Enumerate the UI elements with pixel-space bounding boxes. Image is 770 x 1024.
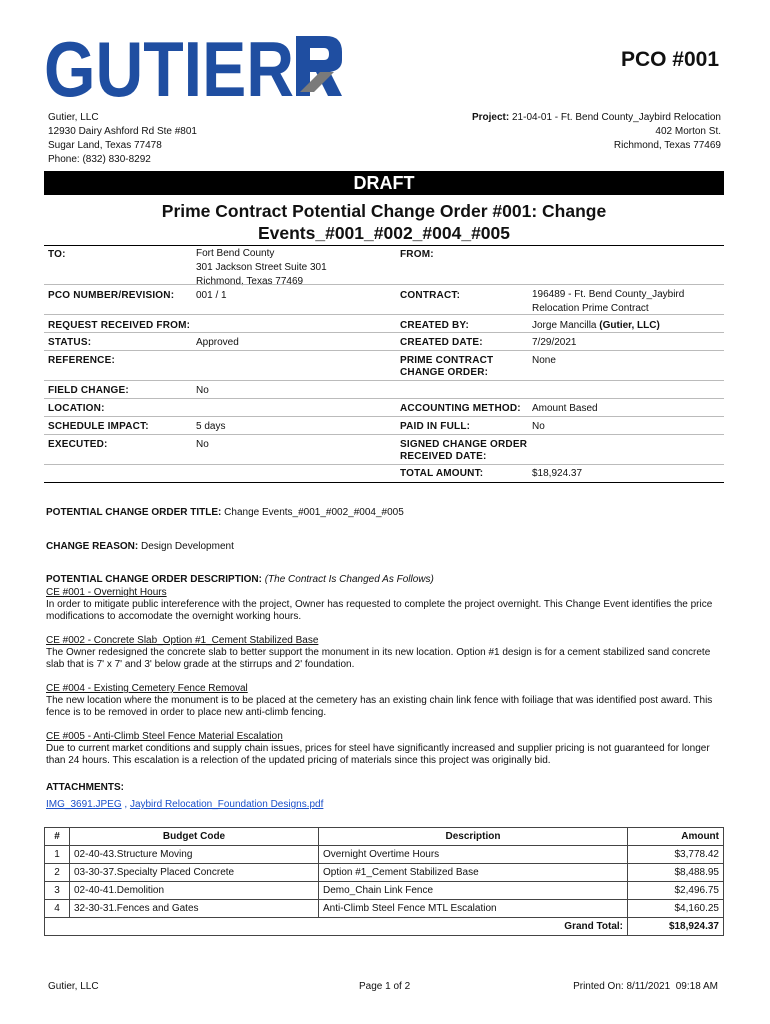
created-date-value: 7/29/2021 bbox=[532, 337, 577, 348]
change-event-text: The Owner redesigned the concrete slab to better support the monument in its new location. Option #1 design is for a cement stabilized sand concrete bbox=[46, 647, 711, 658]
total-amount-label: TOTAL AMOUNT: bbox=[400, 468, 484, 479]
from-label: FROM: bbox=[400, 249, 434, 260]
location-label: LOCATION: bbox=[48, 403, 105, 414]
company-address-line2: Sugar Land, Texas 77478 bbox=[48, 140, 162, 151]
row-description: Overnight Overtime Hours bbox=[319, 846, 628, 864]
table-row bbox=[45, 900, 724, 918]
prime-contract-co-value: None bbox=[532, 355, 556, 366]
company-logo bbox=[44, 32, 344, 100]
row-divider bbox=[44, 350, 724, 351]
row-number: 1 bbox=[45, 846, 70, 864]
to-address bbox=[196, 247, 327, 289]
pco-number-label: PCO NUMBER/REVISION: bbox=[48, 290, 175, 301]
change-event-item bbox=[46, 587, 722, 623]
description-note: (The Contract Is Changed As Follows) bbox=[264, 574, 434, 585]
created-by-value bbox=[532, 320, 660, 331]
prime-contract-co-label bbox=[400, 355, 493, 379]
col-header-budget-code: Budget Code bbox=[70, 828, 319, 846]
attachment-link-image[interactable]: IMG_3691.JPEG bbox=[46, 799, 122, 810]
row-divider bbox=[44, 380, 724, 381]
pco-number-heading: PCO #001 bbox=[620, 48, 719, 71]
row-amount: $4,160.25 bbox=[628, 900, 724, 918]
row-amount: $3,778.42 bbox=[628, 846, 724, 864]
footer-company: Gutier, LLC bbox=[48, 981, 99, 992]
executed-value: No bbox=[196, 439, 209, 450]
row-divider bbox=[44, 434, 724, 435]
signed-co-label-line2: RECEIVED DATE: bbox=[400, 451, 487, 462]
table-row bbox=[45, 846, 724, 864]
signed-co-label bbox=[400, 439, 527, 463]
contract-value bbox=[532, 288, 684, 316]
total-amount-value: $18,924.37 bbox=[532, 468, 583, 479]
pco-title-section bbox=[46, 507, 722, 519]
title-rule bbox=[44, 245, 724, 246]
reference-label: REFERENCE: bbox=[48, 355, 116, 366]
row-divider bbox=[44, 314, 724, 315]
change-event-item bbox=[46, 635, 722, 671]
to-label: TO: bbox=[48, 249, 66, 260]
company-address-line1: 12930 Dairy Ashford Rd Ste #801 bbox=[48, 126, 197, 137]
row-divider bbox=[44, 332, 724, 333]
budget-table bbox=[44, 827, 724, 936]
grand-total-label: Grand Total: bbox=[45, 918, 628, 936]
accounting-method-value: Amount Based bbox=[532, 403, 598, 414]
request-received-label: REQUEST RECEIVED FROM: bbox=[48, 320, 191, 331]
row-number: 2 bbox=[45, 864, 70, 882]
attachment-separator: , bbox=[124, 799, 128, 810]
row-amount: $8,488.95 bbox=[628, 864, 724, 882]
schedule-impact-label: SCHEDULE IMPACT: bbox=[48, 421, 149, 432]
change-event-title: CE #001 - Overnight Hours bbox=[46, 587, 167, 598]
attachment-link-pdf[interactable]: Jaybird Relocation_Foundation Designs.pdf bbox=[129, 799, 324, 810]
company-name: Gutier, LLC bbox=[48, 112, 99, 123]
change-reason-section bbox=[46, 541, 722, 553]
signed-co-label-line1: SIGNED CHANGE ORDER bbox=[400, 439, 528, 450]
pco-title-label: POTENTIAL CHANGE ORDER TITLE: bbox=[46, 507, 222, 518]
change-event-item bbox=[46, 731, 722, 767]
schedule-impact-value: 5 days bbox=[196, 421, 226, 432]
field-change-label: FIELD CHANGE: bbox=[48, 385, 129, 396]
pco-number-value: 001 / 1 bbox=[196, 290, 227, 301]
table-row bbox=[45, 882, 724, 900]
status-label: STATUS: bbox=[48, 337, 92, 348]
to-line3: Richmond, Texas 77469 bbox=[196, 276, 304, 287]
created-date-label: CREATED DATE: bbox=[400, 337, 483, 348]
row-divider bbox=[44, 416, 724, 417]
change-event-text: slab that is 7' x 7' and 3' below grade at the stirrups and 2' foundation. bbox=[46, 659, 355, 670]
row-description: Anti-Climb Steel Fence MTL Escalation bbox=[319, 900, 628, 918]
row-budget-code: 02-40-43.Structure Moving bbox=[70, 846, 319, 864]
footer-printed-on: Printed On: 8/11/2021 09:18 AM bbox=[573, 981, 718, 992]
contract-line2: Relocation Prime Contract bbox=[532, 303, 649, 314]
grand-total-row bbox=[45, 918, 724, 936]
project-value: 21-04-01 - Ft. Bend County_Jaybird Relocation bbox=[511, 112, 721, 123]
logo-r-counter bbox=[310, 48, 329, 60]
created-by-label: CREATED BY: bbox=[400, 320, 470, 331]
prime-contract-co-label-line1: PRIME CONTRACT bbox=[400, 355, 494, 366]
change-event-item bbox=[46, 683, 722, 719]
row-number: 4 bbox=[45, 900, 70, 918]
row-budget-code: 02-40-41.Demolition bbox=[70, 882, 319, 900]
row-divider bbox=[44, 464, 724, 465]
logo-text: GUTIER bbox=[44, 32, 294, 100]
document-title-line1: Prime Contract Potential Change Order #001: Change bbox=[161, 201, 607, 221]
change-event-title: CE #002 - Concrete Slab_Option #1_Cement Stabilized Base bbox=[46, 635, 319, 646]
grand-total-value: $18,924.37 bbox=[628, 918, 724, 936]
row-description: Option #1_Cement Stabilized Base bbox=[319, 864, 628, 882]
change-reason-label: CHANGE REASON: bbox=[46, 541, 139, 552]
field-change-value: No bbox=[196, 385, 209, 396]
draft-banner: DRAFT bbox=[44, 171, 724, 195]
change-event-text: than 24 hours. This escalation is a relection of the updated pricing of materials since this project was originally bid. bbox=[46, 755, 551, 766]
row-number: 3 bbox=[45, 882, 70, 900]
contract-line1: 196489 - Ft. Bend County_Jaybird bbox=[532, 289, 685, 300]
contract-label: CONTRACT: bbox=[400, 290, 461, 301]
paid-in-full-value: No bbox=[532, 421, 545, 432]
col-header-amount: Amount bbox=[628, 828, 724, 846]
change-event-text: modifications to accomodate the overnight working hours. bbox=[46, 611, 302, 622]
paid-in-full-label: PAID IN FULL: bbox=[400, 421, 471, 432]
attachments-section bbox=[46, 782, 722, 794]
attachments-label: ATTACHMENTS: bbox=[46, 782, 124, 793]
budget-table-header bbox=[45, 828, 724, 846]
description-label: POTENTIAL CHANGE ORDER DESCRIPTION: bbox=[46, 574, 262, 585]
company-address-block bbox=[48, 111, 197, 167]
document-title-line2: Events_#001_#002_#004_#005 bbox=[257, 223, 511, 243]
table-row bbox=[45, 864, 724, 882]
row-divider bbox=[44, 398, 724, 399]
change-reason-value: Design Development bbox=[141, 541, 234, 552]
project-block bbox=[472, 111, 721, 153]
footer-page-number: Page 1 of 2 bbox=[359, 981, 411, 992]
row-budget-code: 03-30-37.Specialty Placed Concrete bbox=[70, 864, 319, 882]
row-description: Demo_Chain Link Fence bbox=[319, 882, 628, 900]
project-address-line2: Richmond, Texas 77469 bbox=[613, 140, 721, 151]
project-label: Project: bbox=[471, 112, 510, 123]
document-title bbox=[44, 200, 724, 244]
to-line1: Fort Bend County bbox=[196, 248, 275, 259]
created-by-name: Jorge Mancilla bbox=[532, 320, 597, 331]
change-event-text: Due to current market conditions and supply chain issues, prices for steel have significantly increased and supplier pricing is not guaranteed for longer bbox=[46, 743, 710, 754]
change-event-title: CE #004 - Existing Cemetery Fence Removal bbox=[46, 683, 248, 694]
header-bottom-rule bbox=[44, 482, 724, 483]
row-divider bbox=[44, 284, 724, 285]
prime-contract-co-label-line2: CHANGE ORDER: bbox=[400, 367, 489, 378]
change-event-text: The new location where the monument is to be placed at the cemetery has an existing chain link fence with foiliage that was identified post award. This bbox=[46, 695, 713, 706]
change-event-text: fence is to be removed in order to place new anti-climb fencing. bbox=[46, 707, 327, 718]
executed-label: EXECUTED: bbox=[48, 439, 108, 450]
company-phone: Phone: (832) 830-8292 bbox=[48, 154, 151, 165]
row-budget-code: 32-30-31.Fences and Gates bbox=[70, 900, 319, 918]
pco-title-value: Change Events_#001_#002_#004_#005 bbox=[224, 507, 404, 518]
col-header-number: # bbox=[45, 828, 70, 846]
to-line2: 301 Jackson Street Suite 301 bbox=[196, 262, 327, 273]
status-value: Approved bbox=[196, 337, 239, 348]
attachments-list bbox=[46, 799, 722, 811]
col-header-description: Description bbox=[319, 828, 628, 846]
change-event-text: In order to mitigate public intereference with the project, Owner has requested to complete the project overnight. This Change Event identifies the price bbox=[46, 599, 713, 610]
row-amount: $2,496.75 bbox=[628, 882, 724, 900]
change-event-title: CE #005 - Anti-Climb Steel Fence Material Escalation bbox=[46, 731, 283, 742]
created-by-company: (Gutier, LLC) bbox=[599, 320, 660, 331]
accounting-method-label: ACCOUNTING METHOD: bbox=[400, 403, 521, 414]
project-address-line1: 402 Morton St. bbox=[655, 126, 721, 137]
description-section bbox=[46, 574, 722, 767]
